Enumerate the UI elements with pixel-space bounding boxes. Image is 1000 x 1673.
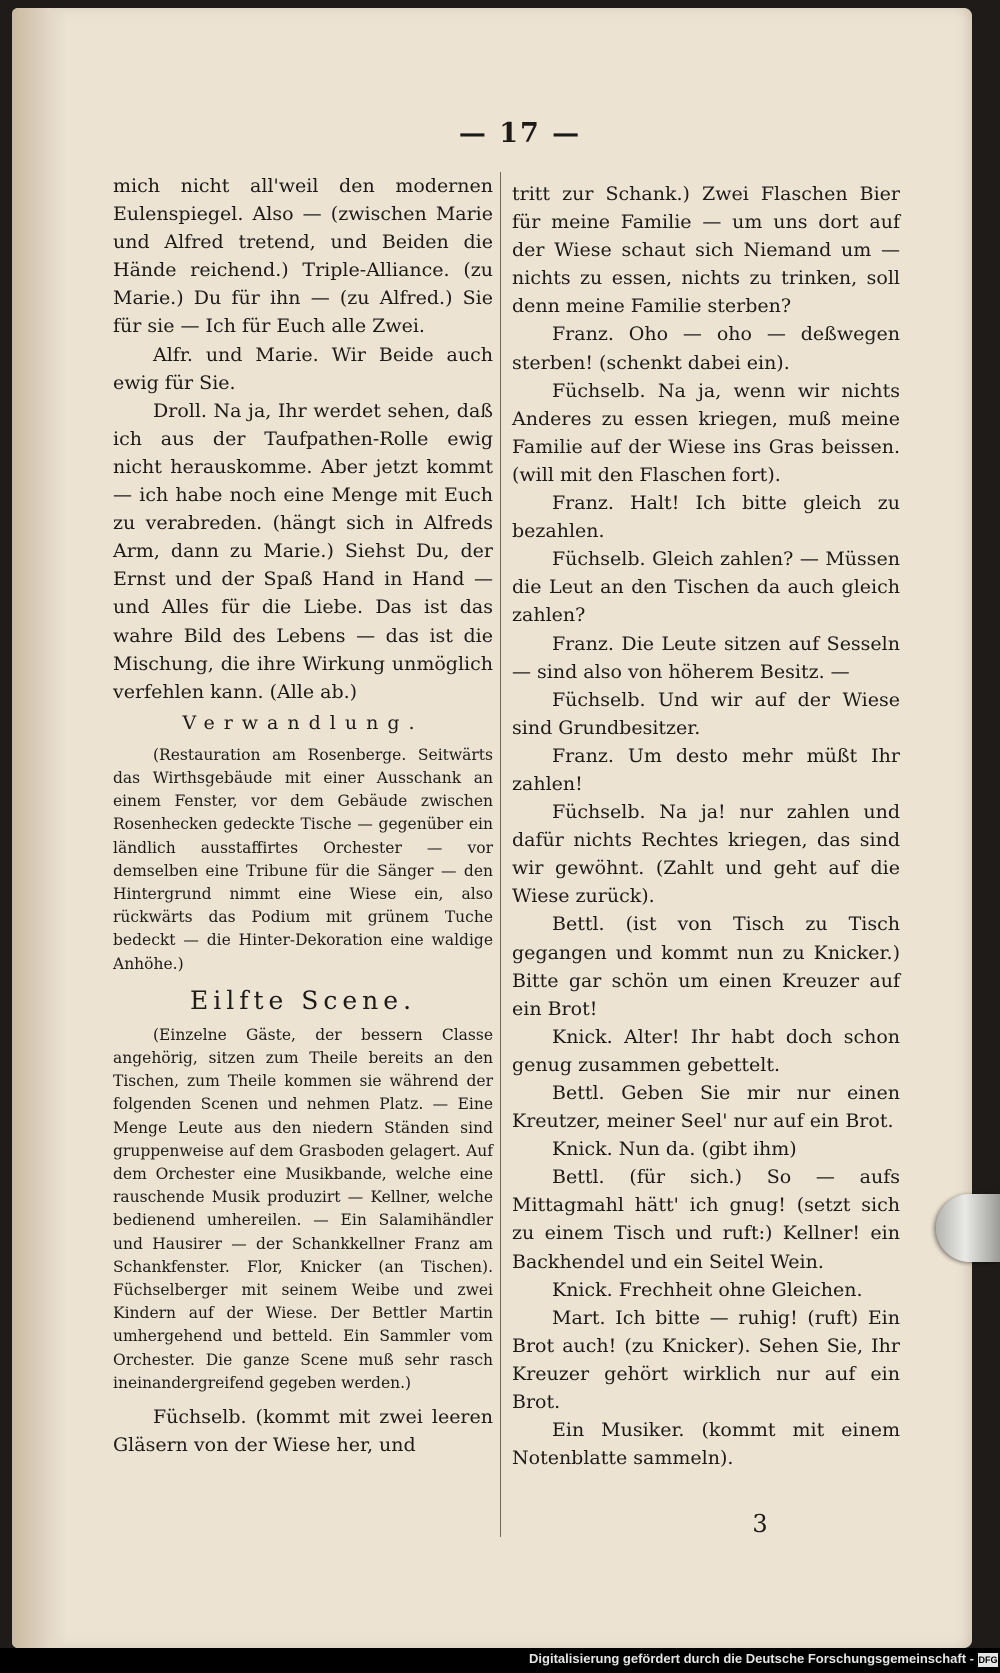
dfg-logo: DFG [978,1655,998,1665]
right-paragraph-6: Franz. Die Leute sitzen auf Sesseln — sind also von höherem Besitz. — [512,632,900,683]
right-paragraph-1: tritt zur Schank.) Zwei Flaschen Bier für meine Familie — um uns dort auf der Wiese schaut sich Niemand um — nichts zu essen, nichts zu trinken, soll denn meine Familie sterben? [512,183,900,318]
footer-bar [0,1648,1000,1673]
right-paragraph-3: Füchselb. Na ja, wenn wir nichts Anderes zu essen kriegen, muß meine Familie auf der Wiese ins Gras beissen. (will mit den Flaschen fort). [512,379,900,486]
page-gutter-shadow [12,8,67,1648]
right-paragraph-9: Füchselb. Na ja! nur zahlen und dafür nichts Rechtes kriegen, das sind wir gewöhnt. (Zahlt und geht auf die Wiese zurück). [512,801,900,908]
right-paragraph-14: Bettl. (für sich.) So — aufs Mittagmahl hätt' ich gnug! (setzt sich zu einem Tisch und ruft:) Kellner! ein Backhendel und ein Seitel Wein. [512,1166,900,1273]
page-number: — 17 — [458,118,582,149]
right-column [512,180,900,1472]
left-paragraph-3: Droll. Na ja, Ihr werdet sehen, daß ich aus der Taufpathen-Rolle ewig nicht herauskomme. Aber jetzt kommt — ich habe noch eine Menge mit Euch zu verabreden. (hängt sich in Alfreds Arm, dann zu Marie.) Siehst Du, der Ernst und der Spaß Hand in Hand — und Alles für die Liebe. Das ist das wahre Bild des Lebens — das ist die Mischung, die ihre Wirkung unmöglich verfehlen kann. (Alle ab.) [113,399,493,703]
page-turn-handle[interactable] [936,1194,1000,1262]
column-divider [500,172,501,1537]
right-paragraph-10: Bettl. (ist von Tisch zu Tisch gegangen und kommt nun zu Knicker.) Bitte gar schön um einen Kreuzer auf ein Brot! [512,913,900,1020]
right-paragraph-17: Ein Musiker. (kommt mit einem Notenblatte sammeln). [512,1419,900,1470]
left-column [113,172,493,1459]
left-paragraph-2: Alfr. und Marie. Wir Beide auch ewig für Sie. [113,343,493,394]
scene-heading: Eilfte Scene. [189,985,417,1015]
right-paragraph-2: Franz. Oho — oho — deßwegen sterben! (schenkt dabei ein). [512,323,900,374]
right-paragraph-8: Franz. Um desto mehr müßt Ihr zahlen! [512,744,900,795]
verwandlung-heading: Verwandlung. [182,711,424,734]
right-paragraph-12: Bettl. Geben Sie mir nur einen Kreutzer, meiner Seel' nur auf ein Brot. [512,1082,900,1133]
right-paragraph-7: Füchselb. Und wir auf der Wiese sind Grundbesitzer. [512,688,900,739]
right-paragraph-13: Knick. Nun da. (gibt ihm) [552,1138,797,1161]
left-paragraph-4: Füchselb. (kommt mit zwei leeren Gläsern von der Wiese her, und [113,1406,493,1457]
left-paragraph-1: mich nicht all'weil den modernen Eulenspiegel. Also — (zwischen Marie und Alfred tretend, und Beiden die Hände reichend.) Triple-Alliance. (zu Marie.) Du für ihn — (zu Alfred.) Sie für sie — Ich für Euch alle Zwei. [113,175,493,338]
footer-credit: Digitalisierung gefördert durch die Deutsche Forschungsgemeinschaft - [529,1651,974,1666]
right-paragraph-15: Knick. Frechheit ohne Gleichen. [552,1278,863,1301]
right-paragraph-11: Knick. Alter! Ihr habt doch schon genug zusammen gebettelt. [512,1025,900,1076]
right-paragraph-5: Füchselb. Gleich zahlen? — Müssen die Leut an den Tischen da auch gleich zahlen? [512,548,900,627]
stage-direction-1: (Restauration am Rosenberge. Seitwärts das Wirthsgebäude mit einer Ausschank an einem Fenster, vor dem Gebäude zwischen Rosenhecken gedeckte Tische — gegenüber ein ländlich ausstaffirtes Orchester — vor demselben eine Tribune für die Sänger — den Hintergrund nimmt eine Wiese ein, also rückwärts das Podium mit grünem Tuche bedeckt — die Hinter-Dekoration eine waldige Anhöhe.) [113,745,493,973]
stage-direction-2: (Einzelne Gäste, der bessern Classe angehörig, sitzen zum Theile bereits an den Tischen, zum Theile kommen sie während der folgenden Scenen und nehmen Platz. — Eine Menge Leute aus den niedern Ständen sind gruppenweise auf dem Grasboden gelagert. Auf dem Orchester eine Musikbande, welche eine rauschende Musik produzirt — Kellner, welche bedienend umhereilen. — Ein Salamihändler und Hausirer — der Schankkellner Franz am Schankfenster. Flor, Knicker (an Tischen). Füchselberger mit seinem Weibe und zwei Kindern auf der Wiese. Der Bettler Martin umhergehend und betteld. Ein Sammler vom Orchester. Die ganze Scene muß sehr rasch ineinandergreifend gegeben werden.) [113,1025,493,1392]
right-paragraph-16: Mart. Ich bitte — ruhig! (ruft) Ein Brot auch! (zu Knicker). Sehen Sie, Ihr Kreuzer gehört wirklich nur auf ein Brot. [512,1306,900,1414]
signature-mark: 3 [752,1510,768,1538]
right-paragraph-4: Franz. Halt! Ich bitte gleich zu bezahlen. [512,492,900,543]
